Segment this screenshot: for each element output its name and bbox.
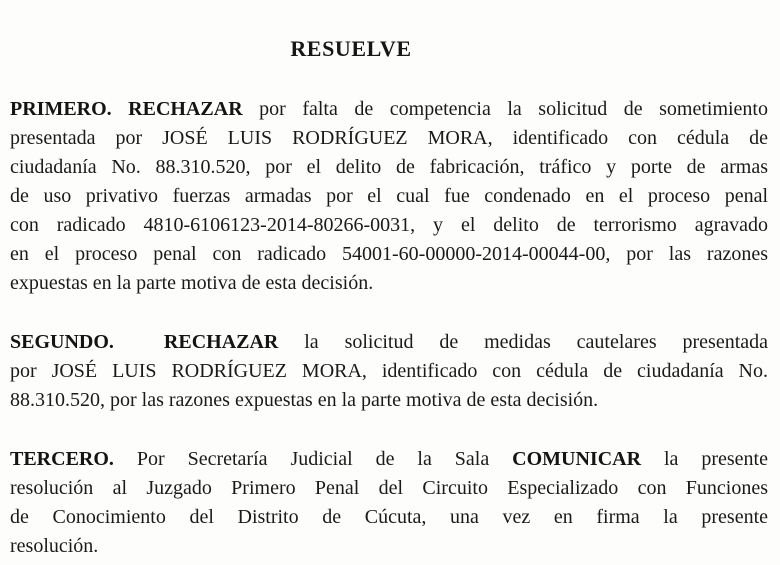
text-line bbox=[10, 153, 768, 182]
text-line bbox=[10, 532, 768, 561]
text-line bbox=[10, 503, 768, 532]
text-run: Por Secretaría Judicial de la Sala bbox=[113, 448, 513, 470]
text-line bbox=[10, 124, 768, 153]
text-line bbox=[10, 240, 768, 269]
text-line bbox=[10, 357, 768, 386]
document-title: RESUELVE bbox=[290, 36, 412, 61]
bold-run: RECHAZAR bbox=[163, 331, 279, 353]
text-run: en el proceso penal con radicado 54001-60-00000-2014-00044-00, por las razones bbox=[10, 243, 768, 265]
text-run: resolución. bbox=[10, 535, 99, 557]
text-run: por falta de competencia la solicitud de sometimiento bbox=[242, 98, 768, 120]
text-run: la presente bbox=[641, 448, 768, 470]
text-line bbox=[10, 95, 768, 124]
bold-run: PRIMERO. RECHAZAR bbox=[10, 98, 243, 120]
bold-run: SEGUNDO. bbox=[10, 331, 114, 353]
text-run: la solicitud de medidas cautelares presentada bbox=[278, 331, 768, 353]
paragraph-tercero bbox=[10, 445, 768, 561]
text-line bbox=[10, 386, 768, 415]
text-line bbox=[10, 328, 768, 357]
tab-space bbox=[114, 347, 164, 348]
text-run: de Conocimiento del Distrito de Cúcuta, una vez en firma la presente bbox=[10, 506, 768, 528]
text-run: con radicado 4810-6106123-2014-80266-0031, y el delito de terrorismo agravado bbox=[10, 214, 768, 236]
text-line bbox=[10, 269, 768, 298]
text-run: 88.310.520, por las razones expuestas en la parte motiva de esta decisión. bbox=[10, 389, 599, 411]
text-run: de uso privativo fuerzas armadas por el cual fue condenado en el proceso penal bbox=[10, 185, 768, 207]
text-run: ciudadanía No. 88.310.520, por el delito de fabricación, tráfico y porte de armas bbox=[10, 156, 768, 178]
text-run: por JOSÉ LUIS RODRÍGUEZ MORA, identificado con cédula de ciudadanía No. bbox=[10, 360, 768, 382]
text-line bbox=[10, 211, 768, 240]
resolution-body bbox=[10, 95, 768, 561]
text-line bbox=[10, 445, 768, 474]
text-line bbox=[10, 474, 768, 503]
text-line bbox=[10, 182, 768, 211]
paragraph-segundo bbox=[10, 328, 768, 415]
text-run: resolución al Juzgado Primero Penal del Circuito Especializado con Funciones bbox=[10, 477, 768, 499]
paragraph-primero bbox=[10, 95, 768, 298]
bold-run: TERCERO. bbox=[10, 448, 114, 470]
bold-run: COMUNICAR bbox=[512, 448, 642, 470]
text-run: presentada por JOSÉ LUIS RODRÍGUEZ MORA, identificado con cédula de bbox=[10, 127, 768, 149]
text-run: expuestas en la parte motiva de esta decisión. bbox=[10, 272, 374, 294]
